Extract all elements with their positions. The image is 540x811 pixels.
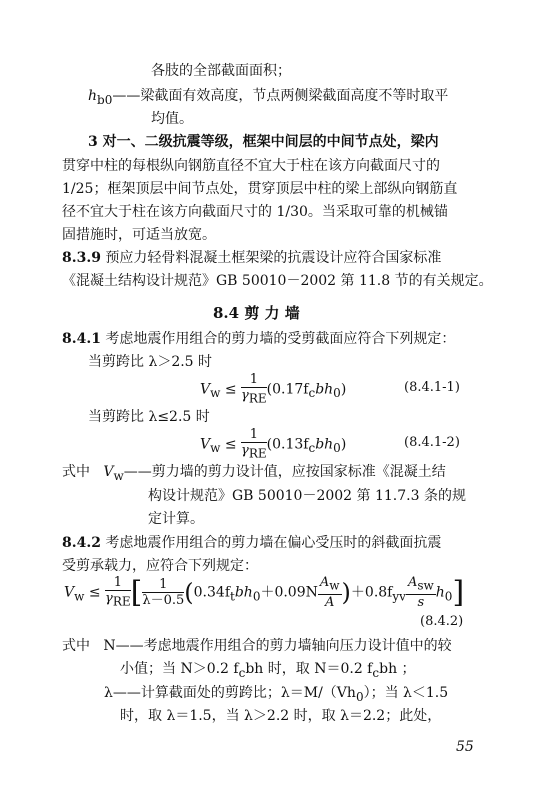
text-line: 受剪承载力，应符合下列规定： bbox=[62, 558, 258, 574]
equation-8-4-1-2: $V_w$ ≤ $\frac{1}{\gamma_{RE}}$ $(0.13f_cbh_0)$ bbox=[200, 427, 347, 461]
text-line: 当剪跨比 λ≤2.5 时 bbox=[88, 409, 210, 425]
text-line: 构设计规范》GB 50010－2002 第 11.7.3 条的规 bbox=[148, 488, 466, 504]
definition-line: 式中 $V_w——$剪力墙的剪力设计值，应按国家标准《混凝土结 bbox=[62, 464, 446, 483]
text-line: 1/25；框架顶层中间节点处，贯穿顶层中柱的梁上部纵向钢筋直 bbox=[62, 181, 458, 197]
equation-8-4-2: $V_w$ ≤ $\frac{1}{\gamma_{RE}}$ [ $\frac{1}{\lambda-0.5}$ ($0.34f_tbh_0+0.09N$ $\frac{A_w}{A}$ )$+0.8f_{yv}$ $\frac{A_{sw}}{s}$ $h_0$] bbox=[64, 575, 465, 610]
definition-line: λ——计算截面处的剪跨比；$\lambda=M/(Vh_0)$；当 λ＜1.5 bbox=[104, 685, 449, 704]
equation-number: (8.4.2) bbox=[420, 614, 464, 629]
text-line: 《混凝土结构设计规范》GB 50010－2002 第 11.8 节的有关规定。 bbox=[62, 273, 493, 289]
text-line: 各肢的全部截面面积； bbox=[151, 63, 291, 79]
text-line: 定计算。 bbox=[148, 511, 204, 527]
text-line: 3 对一、二级抗震等级，框架中间层的中间节点处，梁内 bbox=[88, 134, 439, 150]
equation-8-4-1-1: $V_w$ ≤ $\frac{1}{\gamma_{RE}}$ $(0.17f_cbh_0)$ bbox=[200, 372, 347, 406]
text-line: 小值；当 N＞0.2 $f_cbh$ 时，取 N＝0.2 $f_cbh$ ； bbox=[120, 661, 416, 680]
section-title: 8.4 剪 力 墙 bbox=[213, 304, 300, 322]
clause-8-4-1: 8.4.1 考虑地震作用组合的剪力墙的受剪截面应符合下列规定： bbox=[62, 331, 456, 347]
text-line: 固措施时，可适当放宽。 bbox=[62, 227, 216, 243]
text-line: 径不宜大于柱在该方向截面尺寸的 1/30。当采取可靠的机械锚 bbox=[62, 204, 448, 220]
equation-number: (8.4.1-2) bbox=[404, 435, 460, 450]
text-line: 时，取 λ＝1.5，当 λ＞2.2 时，取 λ＝2.2；此处， bbox=[120, 708, 442, 724]
clause-8-3-9: 8.3.9 预应力轻骨料混凝土框架梁的抗震设计应符合国家标准 bbox=[62, 250, 442, 266]
definition-line: 式中 N——考虑地震作用组合的剪力墙轴向压力设计值中的较 bbox=[62, 638, 452, 654]
equation-number: (8.4.1-1) bbox=[404, 380, 460, 395]
definition-line: $h_{b0}——$梁截面有效高度，节点两侧梁截面高度不等时取平 bbox=[88, 88, 449, 107]
text-line: 当剪跨比 λ＞2.5 时 bbox=[88, 354, 213, 370]
text-line: 贯穿中柱的每根纵向钢筋直径不宜大于柱在该方向截面尺寸的 bbox=[62, 158, 440, 174]
page-number: 55 bbox=[456, 739, 474, 755]
text-line: 均值。 bbox=[151, 111, 193, 127]
clause-8-4-2: 8.4.2 考虑地震作用组合的剪力墙在偏心受压时的斜截面抗震 bbox=[62, 535, 442, 551]
